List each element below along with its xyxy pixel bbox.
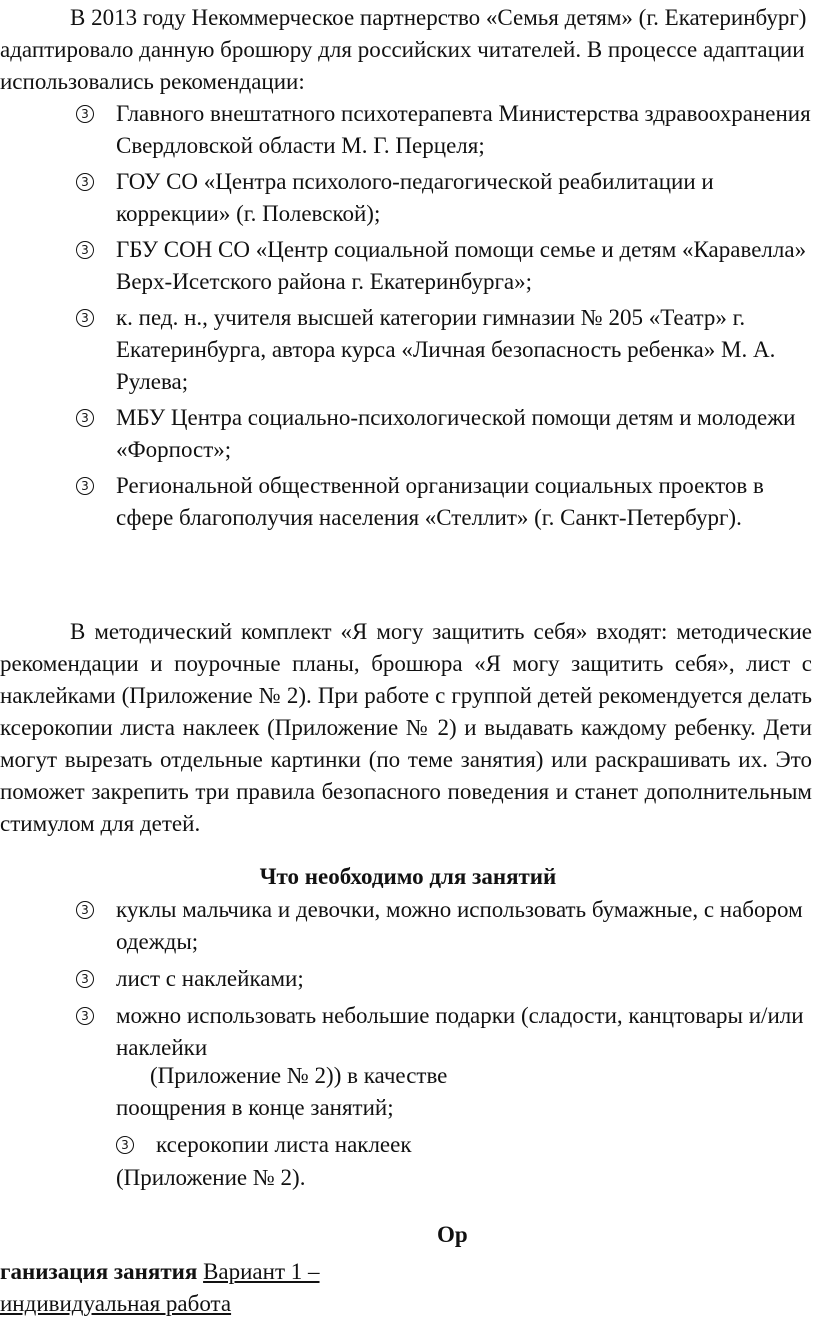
list-item xyxy=(0,963,812,995)
list-item-text: ксерокопии листа наклеек xyxy=(156,1132,412,1157)
list-item-text: к. пед. н., учителя высшей категории гимназии № 205 «Театр» г. Екатеринбурга, автора курса «Личная безопасность ребенка» М. А. Рулева; xyxy=(116,305,776,394)
list-item xyxy=(0,894,812,958)
circled-three-bullet-icon: 3 xyxy=(76,970,94,988)
organization-heading-rest: ганизация занятия xyxy=(0,1259,198,1284)
circled-three-bullet-icon: 3 xyxy=(76,901,94,919)
variant-label-continuation: индивидуальная работа xyxy=(0,1291,232,1316)
list-item xyxy=(0,234,812,298)
list-item-text: Региональной общественной организации социальных проектов в сфере благополучия населения «Стеллит» (г. Санкт-Петербург). xyxy=(116,473,764,530)
list-item xyxy=(0,402,812,466)
circled-three-bullet-icon: 3 xyxy=(76,477,94,495)
needs-continuation-line: (Приложение № 2). xyxy=(116,1165,306,1190)
method-kit-paragraph: В методический комплект «Я могу защитить себя» входят: методические рекомендации и поурочные планы, брошюра «Я могу защитить себя», лист с наклейками (Приложение № 2). При работе с группой детей рекомендуется делать ксерокопии листа наклеек (Приложение № 2) и выдавать каждому ребенку. Дети могут вырезать отдельные картинки (по теме занятия) или раскрашивать их. Это поможет закрепить три правила безопасного поведения и станет дополнительным стимулом для детей. xyxy=(0,619,812,836)
list-item xyxy=(0,166,812,230)
recommendations-list xyxy=(0,98,812,534)
list-item-text: Главного внештатного психотерапевта Министерства здравоохранения Свердловской области М. Г. Перцеля; xyxy=(116,101,811,158)
circled-three-bullet-icon: 3 xyxy=(76,309,94,327)
list-item xyxy=(0,302,812,398)
list-item-text: ГБУ СОН СО «Центр социальной помощи семье и детям «Каравелла» Верх-Исетского района г. Екатеринбурга»; xyxy=(116,237,807,294)
list-item-text: лист с наклейками; xyxy=(116,966,304,991)
list-item-text: ГОУ СО «Центра психолого-педагогической реабилитации и коррекции» (г. Полевской); xyxy=(116,169,714,226)
list-item xyxy=(0,470,812,534)
variant-label: Вариант 1 – xyxy=(203,1259,320,1284)
list-item xyxy=(0,98,812,162)
circled-three-bullet-icon: 3 xyxy=(76,173,94,191)
circled-three-bullet-icon: 3 xyxy=(76,241,94,259)
needs-section-title: Что необходимо для занятий xyxy=(259,864,557,889)
needs-continuation-line: (Приложение № 2)) в качестве xyxy=(150,1063,448,1088)
list-item-text: можно использовать небольшие подарки (сладости, канцтовары и/или наклейки xyxy=(116,1003,804,1060)
circled-three-bullet-icon: 3 xyxy=(76,409,94,427)
organization-heading-line xyxy=(0,1256,320,1320)
circled-three-bullet-icon: 3 xyxy=(76,1007,94,1025)
needs-continuation-line: поощрения в конце занятий; xyxy=(116,1095,394,1120)
circled-three-bullet-icon: 3 xyxy=(116,1136,134,1154)
list-item-text: куклы мальчика и девочки, можно использовать бумажные, с набором одежды; xyxy=(116,897,803,954)
needs-list xyxy=(0,894,812,1064)
intro-paragraph: В 2013 году Некоммерческое партнерство «Семья детям» (г. Екатеринбург) адаптировало данную брошюру для российских читателей. В процессе адаптации использовались рекомендации: xyxy=(0,5,807,94)
list-item xyxy=(0,1000,812,1064)
organization-heading-start: Ор xyxy=(437,1222,468,1247)
circled-three-bullet-icon: 3 xyxy=(76,105,94,123)
list-item-text: МБУ Центра социально-психологической помощи детям и молодежи «Форпост»; xyxy=(116,405,796,462)
